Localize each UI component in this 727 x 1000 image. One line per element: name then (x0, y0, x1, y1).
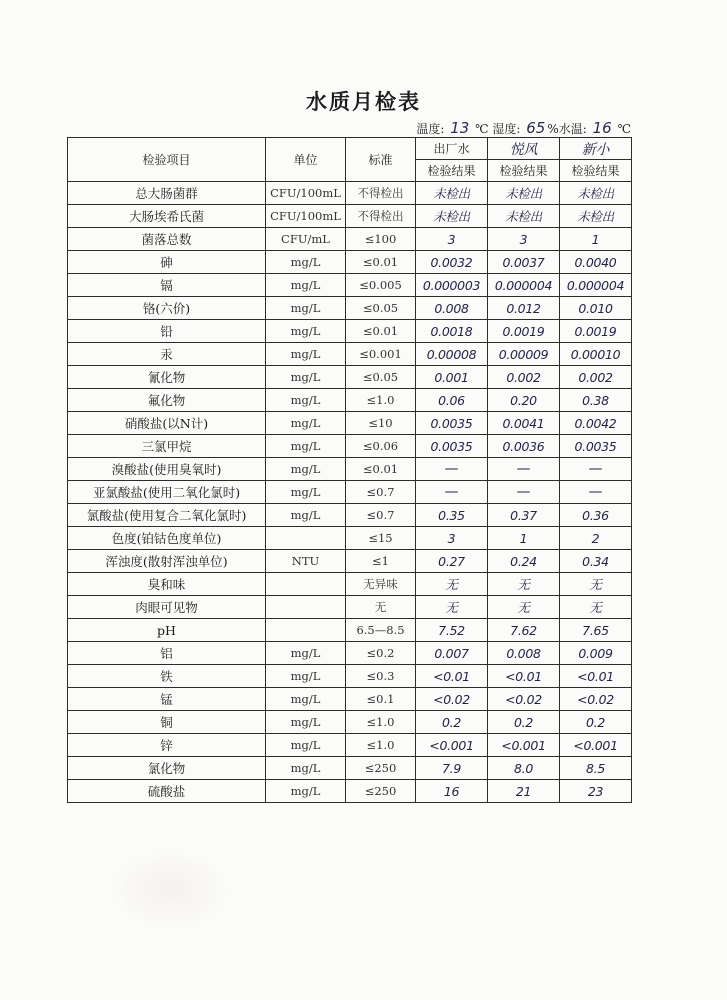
water-temperature-value: 16 (592, 119, 612, 137)
row-item-name: 三氯甲烷 (68, 435, 266, 458)
row-item-name: 氰化物 (68, 366, 266, 389)
row-item-name: 色度(铂钴色度单位) (68, 527, 266, 550)
row-result-2: 21 (488, 780, 560, 803)
row-unit: mg/L (266, 458, 346, 481)
row-unit: mg/L (266, 435, 346, 458)
row-unit (266, 527, 346, 550)
row-result-3: 0.36 (560, 504, 632, 527)
row-item-name: 浑浊度(散射浑浊单位) (68, 550, 266, 573)
row-result-3: 0.010 (560, 297, 632, 320)
header-item: 检验项目 (68, 138, 266, 182)
table-row (68, 481, 632, 504)
row-result-2: — (488, 458, 560, 481)
row-unit: NTU (266, 550, 346, 573)
row-result-3: 23 (560, 780, 632, 803)
row-result-2: 0.0019 (488, 320, 560, 343)
row-item-name: 总大肠菌群 (68, 182, 266, 205)
row-result-2: 0.008 (488, 642, 560, 665)
row-result-factory: 无 (416, 573, 488, 596)
row-result-3: 0.00010 (560, 343, 632, 366)
measurement-conditions (416, 119, 631, 137)
row-result-2: 未检出 (488, 205, 560, 228)
table-row (68, 688, 632, 711)
row-unit: mg/L (266, 734, 346, 757)
row-item-name: 硫酸盐 (68, 780, 266, 803)
table-row (68, 297, 632, 320)
row-result-3: 无 (560, 596, 632, 619)
table-row (68, 780, 632, 803)
row-item-name: 氯酸盐(使用复合二氧化氯时) (68, 504, 266, 527)
row-result-3: — (560, 481, 632, 504)
row-result-2: 0.0036 (488, 435, 560, 458)
row-item-name: 氯化物 (68, 757, 266, 780)
temperature-unit: ℃ (475, 122, 489, 136)
row-result-factory: 无 (416, 596, 488, 619)
row-result-3: 8.5 (560, 757, 632, 780)
row-unit (266, 573, 346, 596)
row-result-factory: <0.02 (416, 688, 488, 711)
row-item-name: 砷 (68, 251, 266, 274)
row-standard: ≤0.2 (346, 642, 416, 665)
row-result-2: 0.012 (488, 297, 560, 320)
row-result-factory: <0.001 (416, 734, 488, 757)
row-result-3: — (560, 458, 632, 481)
table-row (68, 619, 632, 642)
row-result-2: 未检出 (488, 182, 560, 205)
row-standard: ≤0.005 (346, 274, 416, 297)
row-result-2: 无 (488, 573, 560, 596)
row-item-name: 铝 (68, 642, 266, 665)
row-result-2: 0.0041 (488, 412, 560, 435)
row-standard: ≤1 (346, 550, 416, 573)
header-result-3: 检验结果 (560, 160, 632, 182)
table-row (68, 665, 632, 688)
row-item-name: 铜 (68, 711, 266, 734)
table-row (68, 343, 632, 366)
row-result-2: 0.002 (488, 366, 560, 389)
row-standard: ≤0.01 (346, 320, 416, 343)
row-unit: CFU/mL (266, 228, 346, 251)
table-row (68, 734, 632, 757)
header-standard: 标准 (346, 138, 416, 182)
table-row (68, 596, 632, 619)
row-result-factory: 0.00008 (416, 343, 488, 366)
row-standard: ≤1.0 (346, 734, 416, 757)
row-result-factory: 0.007 (416, 642, 488, 665)
row-result-factory: 16 (416, 780, 488, 803)
row-result-factory: — (416, 458, 488, 481)
row-result-factory: <0.01 (416, 665, 488, 688)
row-result-factory: 3 (416, 527, 488, 550)
row-result-2: <0.01 (488, 665, 560, 688)
row-standard: ≤250 (346, 757, 416, 780)
row-result-3: 0.0040 (560, 251, 632, 274)
row-result-3: 0.0019 (560, 320, 632, 343)
row-result-factory: 0.0035 (416, 435, 488, 458)
row-standard: 无 (346, 596, 416, 619)
header-row (68, 138, 632, 160)
row-result-3: 0.000004 (560, 274, 632, 297)
row-result-2: — (488, 481, 560, 504)
row-unit: CFU/100mL (266, 182, 346, 205)
header-source-3: 新小 (560, 138, 632, 160)
table-row (68, 435, 632, 458)
row-result-2: 3 (488, 228, 560, 251)
row-unit (266, 596, 346, 619)
row-result-2: 0.0037 (488, 251, 560, 274)
row-result-factory: 7.52 (416, 619, 488, 642)
row-standard: ≤1.0 (346, 711, 416, 734)
row-standard: 不得检出 (346, 182, 416, 205)
row-standard: ≤250 (346, 780, 416, 803)
row-result-factory: 0.008 (416, 297, 488, 320)
row-standard: ≤0.001 (346, 343, 416, 366)
row-result-3: 2 (560, 527, 632, 550)
table-row (68, 527, 632, 550)
row-unit: mg/L (266, 481, 346, 504)
table-row (68, 228, 632, 251)
row-result-2: 无 (488, 596, 560, 619)
table-row (68, 550, 632, 573)
inspection-table (67, 137, 632, 803)
row-unit: mg/L (266, 642, 346, 665)
row-result-3: 未检出 (560, 205, 632, 228)
row-item-name: 铅 (68, 320, 266, 343)
table-row (68, 504, 632, 527)
table-row (68, 711, 632, 734)
row-standard: ≤0.06 (346, 435, 416, 458)
table-row (68, 274, 632, 297)
row-unit: mg/L (266, 343, 346, 366)
row-standard: ≤0.3 (346, 665, 416, 688)
row-standard: ≤0.1 (346, 688, 416, 711)
row-result-3: 0.38 (560, 389, 632, 412)
table-row (68, 366, 632, 389)
table-row (68, 205, 632, 228)
row-result-3: 无 (560, 573, 632, 596)
row-unit: mg/L (266, 711, 346, 734)
row-result-factory: 0.35 (416, 504, 488, 527)
row-result-factory: 0.000003 (416, 274, 488, 297)
row-standard: ≤0.05 (346, 366, 416, 389)
row-standard: ≤15 (346, 527, 416, 550)
row-item-name: 锰 (68, 688, 266, 711)
table-row (68, 642, 632, 665)
row-unit: mg/L (266, 251, 346, 274)
row-unit: mg/L (266, 297, 346, 320)
water-temperature-unit: ℃ (617, 122, 631, 136)
row-result-factory: 0.0032 (416, 251, 488, 274)
row-result-3: 0.0035 (560, 435, 632, 458)
row-result-factory: 未检出 (416, 205, 488, 228)
row-item-name: 氟化物 (68, 389, 266, 412)
row-result-2: 0.2 (488, 711, 560, 734)
row-unit: mg/L (266, 320, 346, 343)
row-result-factory: 0.001 (416, 366, 488, 389)
row-result-3: 0.2 (560, 711, 632, 734)
row-standard: ≤100 (346, 228, 416, 251)
row-unit: mg/L (266, 274, 346, 297)
table-row (68, 573, 632, 596)
row-result-2: 0.37 (488, 504, 560, 527)
row-item-name: 亚氯酸盐(使用二氧化氯时) (68, 481, 266, 504)
row-standard: 无异味 (346, 573, 416, 596)
page-title: 水质月检表 (306, 89, 421, 114)
row-result-factory: 0.0035 (416, 412, 488, 435)
row-unit: mg/L (266, 688, 346, 711)
humidity-value: 65 (526, 119, 546, 137)
temperature-value: 13 (450, 119, 470, 137)
row-item-name: 铬(六价) (68, 297, 266, 320)
temperature-label: 温度: (416, 122, 445, 136)
row-result-factory: 0.27 (416, 550, 488, 573)
row-unit: mg/L (266, 780, 346, 803)
row-item-name: 汞 (68, 343, 266, 366)
row-result-3: 1 (560, 228, 632, 251)
row-standard: ≤0.7 (346, 481, 416, 504)
row-standard: ≤1.0 (346, 389, 416, 412)
row-unit: mg/L (266, 412, 346, 435)
row-result-2: 0.20 (488, 389, 560, 412)
row-result-2: 1 (488, 527, 560, 550)
row-standard: 6.5—8.5 (346, 619, 416, 642)
faded-stamp (110, 850, 230, 930)
row-item-name: 铁 (68, 665, 266, 688)
header-source-factory: 出厂水 (416, 138, 488, 160)
row-result-factory: 3 (416, 228, 488, 251)
row-standard: 不得检出 (346, 205, 416, 228)
row-unit: CFU/100mL (266, 205, 346, 228)
row-result-2: 8.0 (488, 757, 560, 780)
row-result-3: 0.002 (560, 366, 632, 389)
header-result-2: 检验结果 (488, 160, 560, 182)
table-row (68, 320, 632, 343)
row-result-factory: 0.06 (416, 389, 488, 412)
table-row (68, 251, 632, 274)
row-result-2: 7.62 (488, 619, 560, 642)
row-result-factory: 0.2 (416, 711, 488, 734)
humidity-label: 湿度: (492, 122, 521, 136)
row-item-name: 菌落总数 (68, 228, 266, 251)
row-result-3: 未检出 (560, 182, 632, 205)
header-unit: 单位 (266, 138, 346, 182)
row-result-3: <0.02 (560, 688, 632, 711)
row-item-name: 硝酸盐(以N计) (68, 412, 266, 435)
row-standard: ≤0.01 (346, 458, 416, 481)
row-unit: mg/L (266, 366, 346, 389)
row-item-name: 大肠埃希氏菌 (68, 205, 266, 228)
header-source-2: 悦风 (488, 138, 560, 160)
row-result-3: 0.0042 (560, 412, 632, 435)
row-item-name: pH (68, 619, 266, 642)
row-result-3: 0.009 (560, 642, 632, 665)
water-temperature-label: %水温: (547, 122, 587, 136)
table-row (68, 182, 632, 205)
table-row (68, 389, 632, 412)
row-unit: mg/L (266, 665, 346, 688)
row-result-3: <0.01 (560, 665, 632, 688)
header-result-1: 检验结果 (416, 160, 488, 182)
row-item-name: 镉 (68, 274, 266, 297)
row-item-name: 溴酸盐(使用臭氧时) (68, 458, 266, 481)
row-result-2: <0.02 (488, 688, 560, 711)
row-item-name: 臭和味 (68, 573, 266, 596)
row-unit: mg/L (266, 757, 346, 780)
row-result-3: <0.001 (560, 734, 632, 757)
row-standard: ≤0.7 (346, 504, 416, 527)
row-unit: mg/L (266, 389, 346, 412)
table-row (68, 757, 632, 780)
row-result-2: 0.00009 (488, 343, 560, 366)
row-unit: mg/L (266, 504, 346, 527)
row-standard: ≤10 (346, 412, 416, 435)
row-item-name: 锌 (68, 734, 266, 757)
row-standard: ≤0.01 (346, 251, 416, 274)
row-result-3: 7.65 (560, 619, 632, 642)
row-result-factory: 未检出 (416, 182, 488, 205)
table-row (68, 458, 632, 481)
row-item-name: 肉眼可见物 (68, 596, 266, 619)
row-unit (266, 619, 346, 642)
row-result-factory: — (416, 481, 488, 504)
row-result-factory: 7.9 (416, 757, 488, 780)
row-result-factory: 0.0018 (416, 320, 488, 343)
row-result-2: <0.001 (488, 734, 560, 757)
table-row (68, 412, 632, 435)
row-result-2: 0.000004 (488, 274, 560, 297)
row-result-2: 0.24 (488, 550, 560, 573)
row-result-3: 0.34 (560, 550, 632, 573)
row-standard: ≤0.05 (346, 297, 416, 320)
